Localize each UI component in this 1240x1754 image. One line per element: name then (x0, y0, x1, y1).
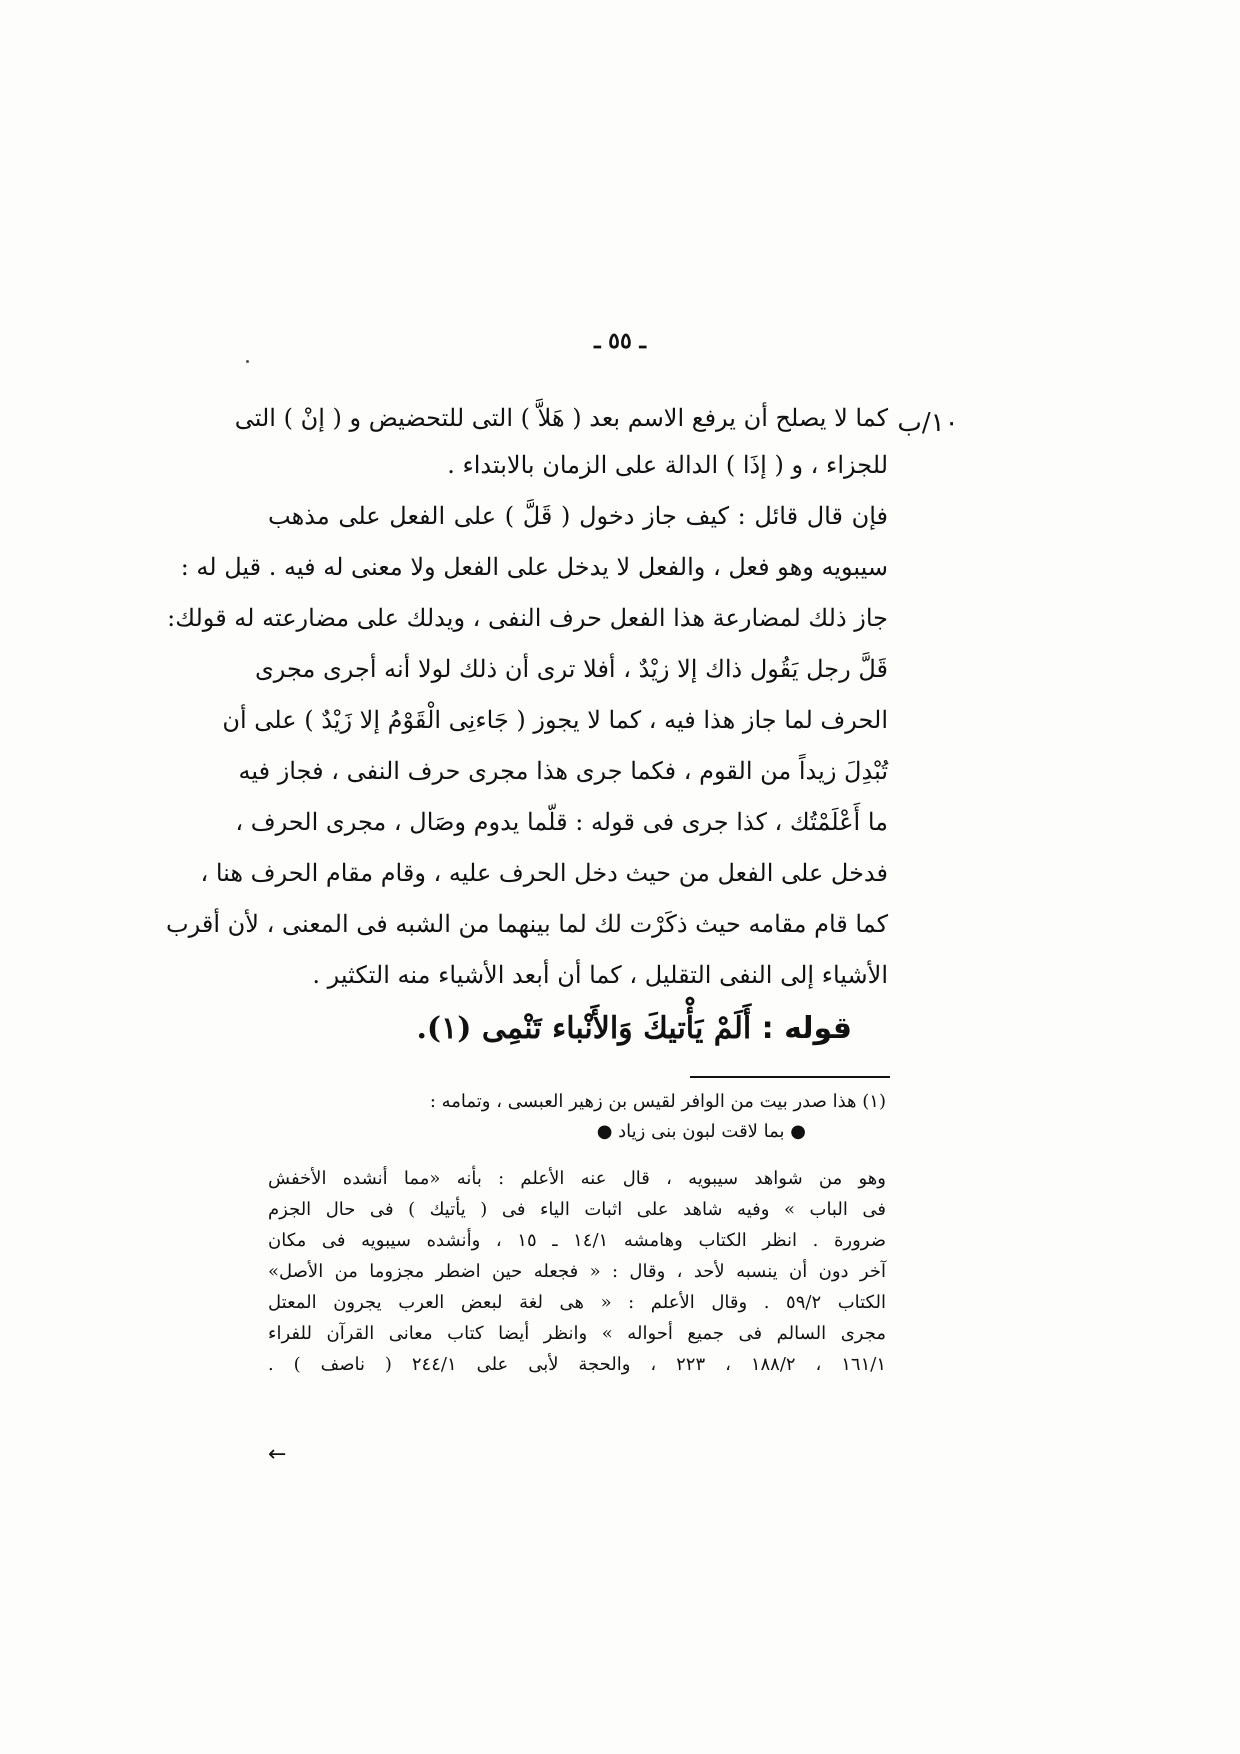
text-line: تُبْدِلَ زيداً من القوم ، فكما جرى هذا مجرى حرف النفى ، فجاز فيه (238, 757, 888, 785)
footnote-line: وهو من شواهد سيبويه ، قال عنه الأعلم : بأنه «مما أنشده الأخفش (268, 1168, 886, 1189)
text-line: فدخل على الفعل من حيث دخل الحرف عليه ، وقام مقام الحرف هنا ، (200, 859, 888, 887)
footnote-line: مجرى السالم فى جميع أحواله » وانظر أيضا كتاب معانى القرآن للفراء (268, 1323, 886, 1344)
verse-citation (268, 1001, 888, 1057)
footnote-line: فى الباب » وفيه شاهد على اثبات الياء فى ( يأتيك ) فى حال الجزم (268, 1199, 886, 1220)
verse-lead: قوله : (761, 1011, 852, 1046)
footnote-separator (690, 1076, 890, 1078)
text-line: كما قام مقامه حيث ذكَرْت لك لما بينهما من الشبه فى المعنى ، لأن أقرب (166, 910, 888, 938)
folio-marker: ١٠/ب (897, 408, 959, 438)
footnote-intro: (١) هذا صدر بيت من الوافر لقيس بن زهير العبسى ، وتمامه : (429, 1091, 886, 1112)
text-line: سيبويه وهو فعل ، والفعل لا يدخل على الفعل ولا معنى له فيه . قيل له : (180, 553, 888, 581)
text-line: كما لا يصلح أن يرفع الاسم بعد ( هَلاَّ ) التى للتحضيض و ( إنْ ) التى (234, 404, 888, 432)
footnote-line: ١٦١/١ ، ١٨٨/٢ ، ٢٢٣ ، والحجة لأبى على ٢٤٤/١ ( ناصف ) . (268, 1354, 886, 1375)
text-line: قَلَّ رجل يَقُول ذاك إلا زيْدٌ ، أفلا ترى أن ذلك لولا أنه أجرى مجرى (254, 655, 888, 683)
footnotes (268, 1086, 886, 1380)
text-line: للجزاء ، و ( إذَا ) الدالة على الزمان بالابتداء . (447, 451, 888, 479)
text-line: الحرف لما جاز هذا فيه ، كما لا يجوز ( جَاءنِى الْقَوْمُ إلا زَيْدٌ ) على أن (222, 706, 888, 734)
footnote-line: ضرورة . انظر الكتاب وهامشه ١٤/١ ـ ١٥ ، وأنشده سيبويه فى مكان (268, 1230, 887, 1251)
verse-text: أَلَمْ يَأْتيكَ وَالأَنْباء تَنْمِى (481, 1011, 752, 1046)
ink-speck (246, 360, 249, 363)
footnote-line: آخر دون أن ينسبه لأحد ، وقال : « فجعله حين اضطر مجزوما من الأصل» (268, 1261, 886, 1282)
footnote-verse: ● بما لاقت لبون بنى زياد ● (596, 1121, 806, 1142)
page-turn-arrow-icon: ← (268, 1442, 287, 1467)
text-line: ما أَعْلَمْتُك ، كذا جرى فى قوله : قلّما يدوم وصَال ، مجرى الحرف ، (235, 808, 888, 836)
text-line: جاز ذلك لمضارعة هذا الفعل حرف النفى ، ويدلك على مضارعته له قولك: (167, 604, 888, 632)
main-text (166, 396, 888, 1057)
text-line: الأشياء إلى النفى التقليل ، كما أن أبعد الأشياء منه التكثير . (312, 961, 888, 989)
page-number: ـ ٥٥ ـ (594, 328, 646, 354)
footnote-line: الكتاب ٥٩/٢ . وقال الأعلم : « هى لغة لبعض العرب يجرون المعتل (268, 1292, 886, 1313)
text-line: فإن قال قائل : كيف جاز دخول ( قَلَّ ) على الفعل على مذهب (268, 502, 888, 530)
footnote-ref: (١). (416, 1011, 472, 1046)
